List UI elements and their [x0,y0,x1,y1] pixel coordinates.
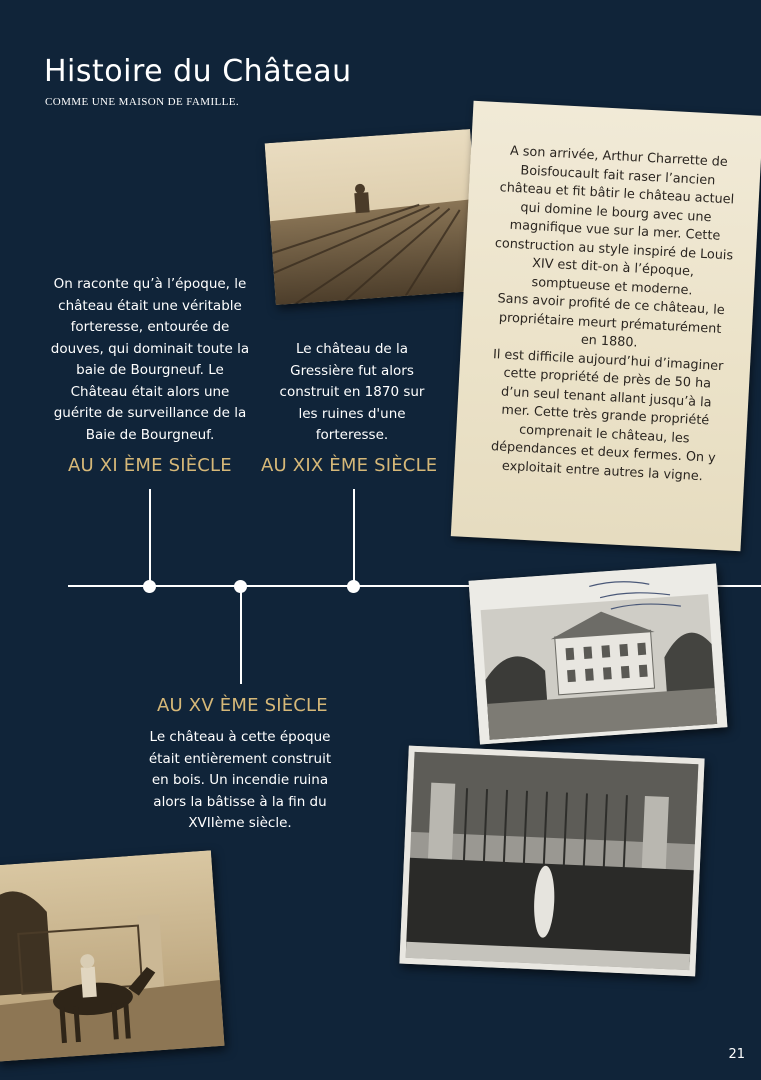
page-subtitle: COMME UNE MAISON DE FAMILLE. [45,96,240,108]
timeline-dot-xi [143,580,156,593]
vineyard-image [265,129,482,305]
page-number: 21 [728,1047,745,1062]
vineyard-photo [265,129,482,305]
history-note-text [482,142,739,487]
page-title: Histoire du Château [44,54,352,89]
chateau-postcard-image [469,564,728,745]
timeline-stem-xi [149,489,151,585]
xi-century-label: AU XI ÈME SIÈCLE [68,455,232,476]
wedding-group-image [399,746,704,977]
note-paragraph-2: Sans avoir profité de ce château, le propriétaire meurt prématurément en 1880. [497,291,726,351]
timeline-stem-xv [240,587,242,684]
xix-century-text: Le château de la Gressière fut alors construit en 1870 sur les ruines d'une forteresse. [279,341,425,443]
timeline-stem-xix [353,489,355,585]
xv-century-text: Le château à cette époque était entièrement construit en bois. Un incendie ruina alors la bâtisse à la fin du XVIIème siècle. [148,729,332,831]
xi-century-text: On raconte qu’à l’époque, le château était une véritable forteresse, entourée de douves, qui dominait toute la baie de Bourgneuf. Le Château était alors une guérite de surveillance de la Baie de Bourgneuf. [50,276,250,443]
timeline-dot-xix [347,580,360,593]
xix-century-label: AU XIX ÈME SIÈCLE [261,455,438,476]
note-paragraph-1: A son arrivée, Arthur Charrette de Boisfoucault fait raser l’ancien château et fit bâtir le château actuel qui domine le bourg avec une magnifique vue sur la mer. Cette construction au style inspiré de Louis XIV est dit-on à l’époque, somptueuse et moderne. [494,143,735,298]
wedding-group-photo [399,746,704,977]
history-note-paper [451,101,761,552]
horseman-photo [0,850,225,1061]
timeline-dot-xv [234,580,247,593]
horseman-image [0,850,225,1061]
xv-century-label: AU XV ÈME SIÈCLE [157,695,328,716]
note-paragraph-3: Il est difficile aujourd’hui d’imaginer cette propriété de près de 50 ha d’un seul tenant allant jusqu’à la mer. Cette très grande propriété comprenait le château, les dépendances et deux fermes. On y exploitait entre autres la vigne. [490,346,724,484]
chateau-postcard-photo [469,564,728,745]
